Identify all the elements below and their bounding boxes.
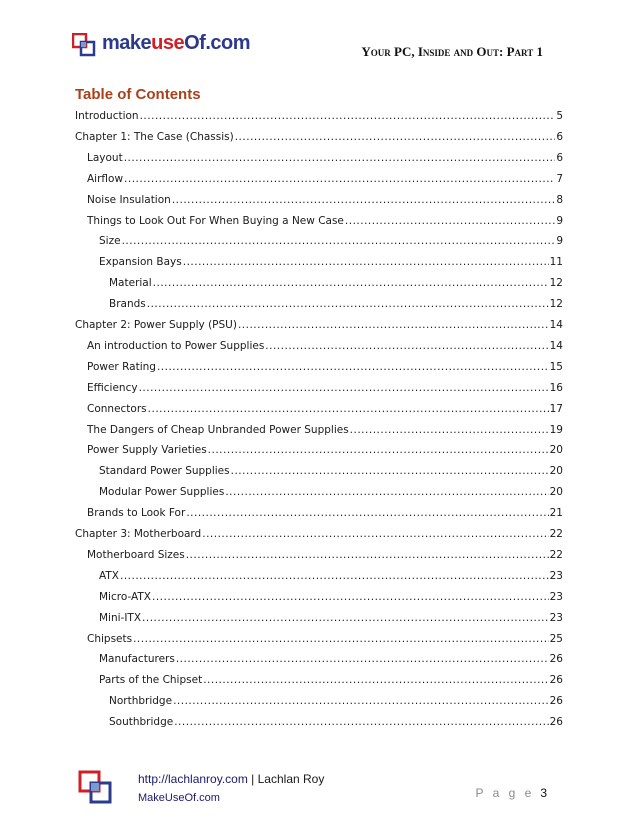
toc-entry-page: 20 <box>549 444 563 456</box>
toc-entry[interactable] <box>87 215 563 231</box>
toc-entry[interactable] <box>87 507 563 523</box>
toc-entry-page: 22 <box>549 528 563 540</box>
toc-dot-leader <box>183 256 549 270</box>
toc-dot-leader <box>133 633 549 647</box>
toc-dot-leader <box>345 215 555 229</box>
toc-entry-page: 11 <box>549 256 563 268</box>
toc-entry-title: Motherboard Sizes <box>87 549 185 561</box>
toc-entry-title: Standard Power Supplies <box>99 465 230 477</box>
toc-dot-leader <box>202 528 548 542</box>
toc-dot-leader <box>122 235 556 249</box>
toc-dot-leader <box>124 152 556 166</box>
toc-dot-leader <box>139 382 549 396</box>
toc-entry[interactable] <box>87 194 563 210</box>
toc-entry-page: 22 <box>549 549 563 561</box>
toc-dot-leader <box>140 110 556 124</box>
makeuseof-logo-icon <box>72 33 96 57</box>
logo-wordmark: makeuseOf.com <box>102 32 251 54</box>
toc-dot-leader <box>265 340 548 354</box>
toc-entry-page: 26 <box>549 716 563 728</box>
page-footer <box>0 760 638 826</box>
makeuseof-footer-icon <box>78 770 112 804</box>
toc-dot-leader <box>208 444 549 458</box>
footer-credit: http://lachlanroy.com | Lachlan Roy <box>138 772 325 786</box>
toc-entry-page: 15 <box>549 361 563 373</box>
toc-dot-leader <box>235 131 556 145</box>
toc-entry-title: Chapter 1: The Case (Chassis) <box>75 131 234 143</box>
toc-dot-leader <box>231 465 549 479</box>
toc-entry-title: Noise Insulation <box>87 194 171 206</box>
toc-entry[interactable] <box>99 570 563 586</box>
toc-entry-title: Airflow <box>87 173 124 185</box>
toc-entry[interactable] <box>87 173 563 189</box>
toc-entry-page: 6 <box>556 152 563 164</box>
toc-entry-title: Connectors <box>87 403 147 415</box>
toc-entry-page: 5 <box>556 110 563 122</box>
toc-entry[interactable] <box>87 382 563 398</box>
toc-entry-page: 20 <box>549 486 563 498</box>
toc-entry-title: Expansion Bays <box>99 256 182 268</box>
toc-entry[interactable] <box>109 716 563 732</box>
toc-entry-title: The Dangers of Cheap Unbranded Power Supplies <box>87 424 349 436</box>
toc-entry-title: Mini-ITX <box>99 612 142 624</box>
makeuseof-logo[interactable] <box>72 30 272 62</box>
toc-entry[interactable] <box>87 152 563 168</box>
toc-entry-page: 20 <box>549 465 563 477</box>
toc-entry-page: 17 <box>549 403 563 415</box>
toc-entry-title: Introduction <box>75 110 139 122</box>
toc-dot-leader <box>186 549 549 563</box>
toc-entry[interactable] <box>75 131 563 147</box>
toc-heading: Table of Contents <box>75 86 201 103</box>
toc-entry[interactable] <box>75 110 563 126</box>
toc-entry-page: 8 <box>556 194 563 206</box>
toc-dot-leader <box>186 507 548 521</box>
toc-entry[interactable] <box>109 298 563 314</box>
toc-entry-page: 26 <box>549 674 563 686</box>
toc-entry[interactable] <box>87 633 563 649</box>
toc-entry-title: Material <box>109 277 152 289</box>
toc-entry[interactable] <box>87 549 563 565</box>
toc-entry[interactable] <box>99 465 563 481</box>
toc-entry-page: 23 <box>549 612 563 624</box>
toc-entry[interactable] <box>87 444 563 460</box>
toc-dot-leader <box>172 194 556 208</box>
toc-entry-title: Power Rating <box>87 361 156 373</box>
toc-entry-title: Northbridge <box>109 695 173 707</box>
toc-entry[interactable] <box>99 591 563 607</box>
toc-entry[interactable] <box>87 340 563 356</box>
toc-entry-page: 9 <box>556 235 563 247</box>
toc-entry-page: 26 <box>549 653 563 665</box>
toc-entry[interactable] <box>99 653 563 669</box>
page-header <box>0 0 638 80</box>
toc-entry-page: 23 <box>549 591 563 603</box>
toc-entry[interactable] <box>87 361 563 377</box>
toc-entry-title: Chipsets <box>87 633 133 645</box>
toc-dot-leader <box>153 277 549 291</box>
toc-entry-page: 14 <box>549 340 563 352</box>
toc-entry-title: Brands <box>109 298 146 310</box>
document-title: Your PC, Inside and Out: Part 1 <box>361 44 543 59</box>
toc-dot-leader <box>176 653 549 667</box>
toc-dot-leader <box>203 674 548 688</box>
toc-entry-page: 12 <box>549 298 563 310</box>
toc-dot-leader <box>120 570 549 584</box>
toc-entry-title: Size <box>99 235 121 247</box>
toc-entry[interactable] <box>99 674 563 690</box>
author-name: Lachlan Roy <box>257 772 325 786</box>
author-url-link[interactable]: http://lachlanroy.com <box>138 772 248 786</box>
toc-dot-leader <box>152 591 549 605</box>
toc-entry-title: Layout <box>87 152 123 164</box>
toc-dot-leader <box>124 173 555 187</box>
site-link[interactable]: MakeUseOf.com <box>138 792 220 804</box>
toc-entry-page: 9 <box>556 215 563 227</box>
toc-dot-leader <box>173 695 549 709</box>
toc-entry-title: Southbridge <box>109 716 174 728</box>
toc-entry[interactable] <box>109 277 563 293</box>
toc-entry-title: Micro-ATX <box>99 591 151 603</box>
toc-entry-page: 6 <box>556 131 563 143</box>
toc-dot-leader <box>147 298 549 312</box>
toc-entry-title: Chapter 2: Power Supply (PSU) <box>75 319 237 331</box>
toc-entry-title: An introduction to Power Supplies <box>87 340 265 352</box>
toc-entry[interactable] <box>99 612 563 628</box>
toc-entry[interactable] <box>75 319 563 335</box>
toc-entry[interactable] <box>109 695 563 711</box>
toc-dot-leader <box>225 486 548 500</box>
toc-entry-title: Manufacturers <box>99 653 175 665</box>
toc-entry-page: 23 <box>549 570 563 582</box>
toc-entry-title: Things to Look Out For When Buying a New Case <box>87 215 344 227</box>
toc-entry[interactable] <box>87 403 563 419</box>
toc-entry[interactable] <box>99 486 563 502</box>
toc-entry-page: 26 <box>549 695 563 707</box>
toc-entry-title: ATX <box>99 570 119 582</box>
toc-entry-title: Parts of the Chipset <box>99 674 203 686</box>
toc-entry-title: Chapter 3: Motherboard <box>75 528 202 540</box>
toc-entry-title: Power Supply Varieties <box>87 444 207 456</box>
toc-entry-page: 7 <box>556 173 563 185</box>
toc-entry-page: 14 <box>549 319 563 331</box>
toc-entry-page: 21 <box>549 507 563 519</box>
toc-entry-page: 16 <box>549 382 563 394</box>
toc-entry[interactable] <box>99 235 563 251</box>
toc-entry-title: Efficiency <box>87 382 138 394</box>
toc-entry-page: 25 <box>549 633 563 645</box>
toc-entry-title: Modular Power Supplies <box>99 486 225 498</box>
toc-entry-title: Brands to Look For <box>87 507 186 519</box>
toc-dot-leader <box>238 319 549 333</box>
toc-entry-page: 19 <box>549 424 563 436</box>
toc-entry-page: 12 <box>549 277 563 289</box>
toc-dot-leader <box>157 361 549 375</box>
toc-dot-leader <box>174 716 548 730</box>
toc-entry[interactable] <box>99 256 563 272</box>
toc-entry[interactable] <box>75 528 563 544</box>
toc-entry[interactable] <box>87 424 563 440</box>
toc-dot-leader <box>148 403 549 417</box>
toc-dot-leader <box>350 424 549 438</box>
toc-dot-leader <box>142 612 549 626</box>
page-number: P a g e 3 <box>475 786 547 800</box>
